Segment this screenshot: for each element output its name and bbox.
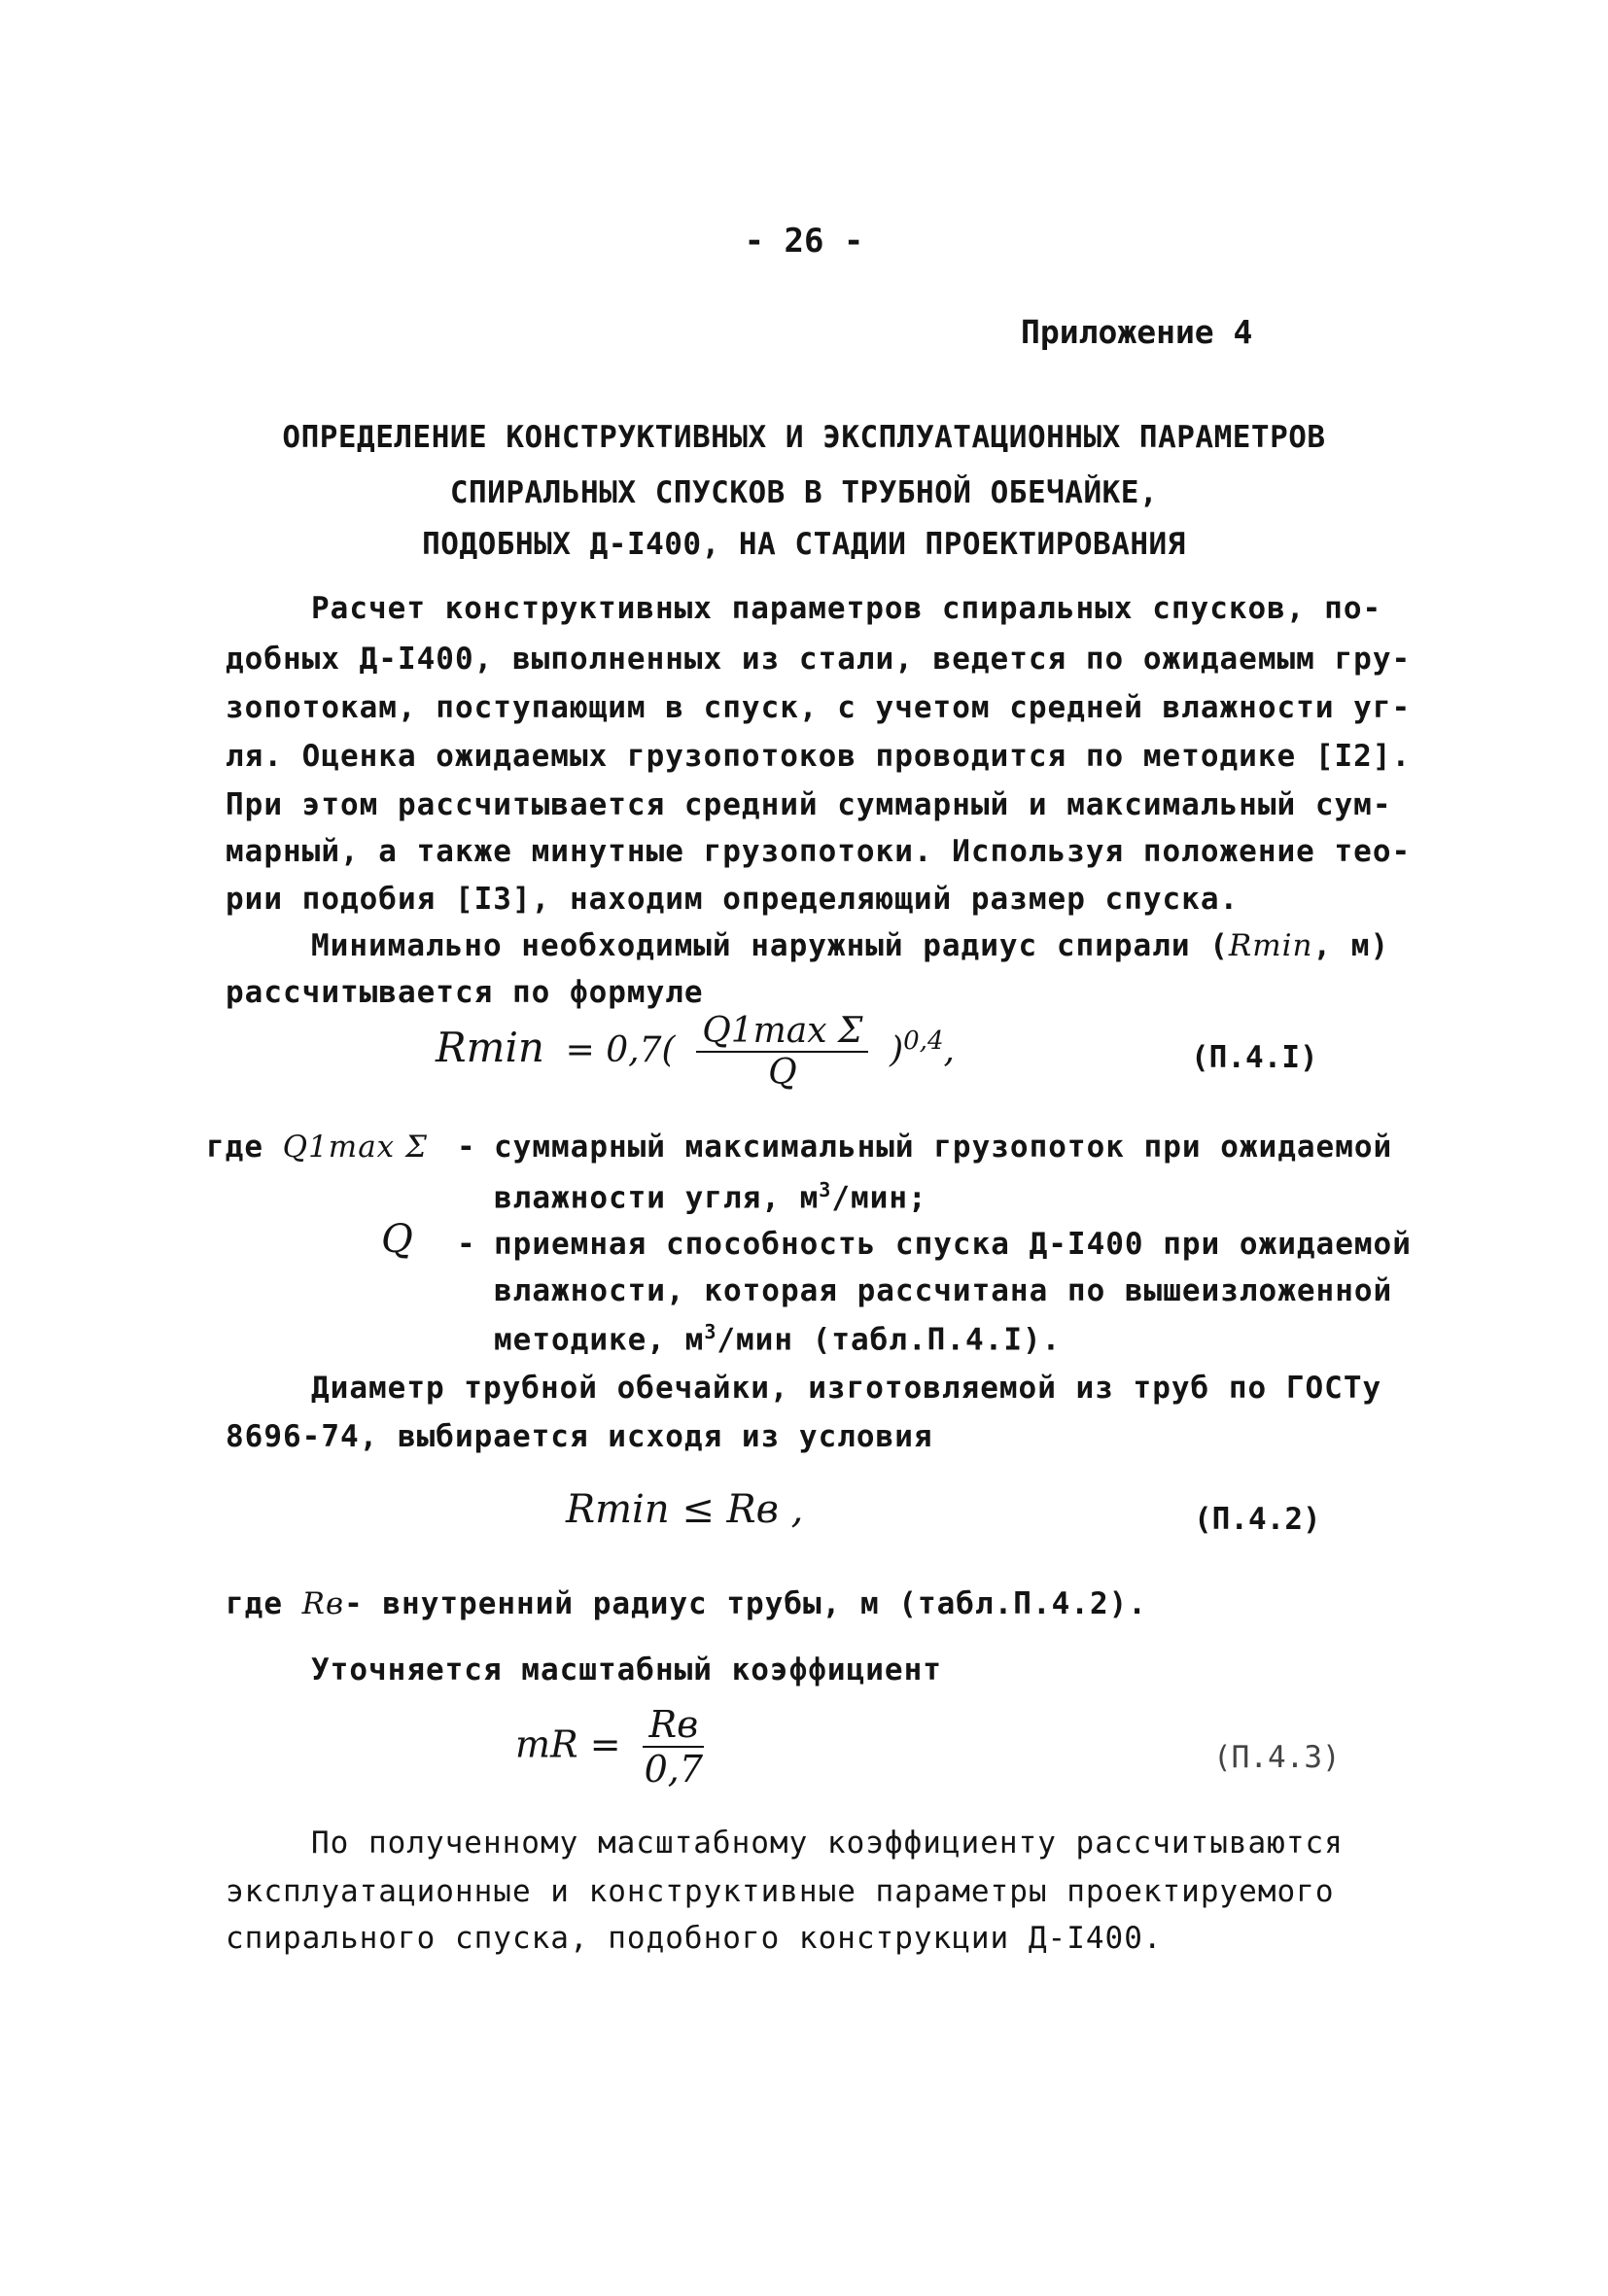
where1-dash-2: -: [457, 1227, 476, 1262]
where1-desc1-sup: 3: [819, 1178, 832, 1201]
where1-desc2-sup: 3: [704, 1320, 717, 1343]
where2-text: - внутренний радиус трубы, м (табл.П.4.2).: [344, 1586, 1147, 1621]
paragraph4: Уточняется масштабный коэффициент: [311, 1652, 942, 1687]
formula1-number: (П.4.I): [1191, 1040, 1318, 1075]
where1-desc2-line3: [494, 1320, 1061, 1357]
where1-desc1-text: влажности угля, м: [494, 1180, 820, 1216]
where1-prefix: [206, 1130, 428, 1165]
formula1-exponent: 0,4: [903, 1026, 944, 1056]
formula3-lhs: mR =: [515, 1722, 621, 1766]
where1-desc2-line2: влажности, которая рассчитана по вышеизложенной: [494, 1273, 1393, 1308]
formula1-fraction: [696, 1011, 868, 1093]
formula-3: [515, 1703, 704, 1791]
where2-word: где: [226, 1586, 283, 1621]
rmin-symbol: Rmin: [1228, 928, 1313, 963]
formula3-number: (П.4.3): [1213, 1740, 1341, 1775]
paragraph2-line-1: [311, 928, 1389, 963]
where1-desc1-post: /мин;: [831, 1180, 927, 1216]
where2-line: [226, 1586, 1147, 1621]
paragraph5-line-1: По полученному масштабному коэффициенту рассчитываются: [311, 1826, 1344, 1861]
formula2-number: (П.4.2): [1194, 1502, 1321, 1537]
where1-desc1-line1: суммарный максимальный грузопоток при ожидаемой: [494, 1130, 1393, 1165]
paragraph1-line-7: рии подобия [I3], находим определяющий размер спуска.: [226, 882, 1240, 917]
title-line-3: ПОДОБНЫХ Д-I400, НА СТАДИИ ПРОЕКТИРОВАНИЯ: [422, 527, 1186, 562]
page-number: - 26 -: [744, 222, 864, 261]
where2-symbol: Rв: [301, 1586, 345, 1621]
formula1-lhs: Rmin: [436, 1024, 544, 1071]
paragraph2-text: Минимально необходимый наружный радиус спирали (: [311, 928, 1229, 963]
paragraph1-line-2: добных Д-I400, выполненных из стали, ведется по ожидаемым гру-: [226, 642, 1412, 677]
where1-desc1-line2: [494, 1178, 927, 1215]
formula3-denominator: 0,7: [644, 1748, 704, 1791]
where1-symbol1: Q1max Σ: [282, 1130, 428, 1165]
where1-symbol2: Q: [381, 1217, 413, 1262]
where1-dash-1: -: [457, 1130, 476, 1165]
paragraph1-line-6: марный, а также минутные грузопотоки. Используя положение тео-: [226, 834, 1412, 869]
formula1-tail: ): [890, 1030, 904, 1070]
formula1-comma: ,: [943, 1030, 955, 1070]
appendix-label: Приложение 4: [1021, 313, 1253, 351]
paragraph1-line-3: зопотокам, поступающим в спуск, с учетом средней влажности уг-: [226, 690, 1412, 725]
where1-desc2-post: /мин (табл.П.4.I).: [717, 1322, 1062, 1358]
formula3-numerator: Rв: [643, 1703, 704, 1748]
paragraph1-line-5: При этом рассчитывается средний суммарный и максимальный сум-: [226, 787, 1392, 822]
paragraph2-line-2: рассчитывается по формуле: [226, 975, 704, 1010]
formula-2: Rmin ≤ Rв ,: [566, 1487, 804, 1532]
formula3-fraction: [643, 1703, 704, 1791]
formula1-coef: = 0,7(: [565, 1030, 676, 1070]
paragraph5-line-2: эксплуатационные и конструктивные параметры проектируемого: [226, 1874, 1335, 1909]
where1-desc2-text: методике, м: [494, 1322, 705, 1358]
paragraph1-line-1: Расчет конструктивных параметров спиральных спусков, по-: [311, 591, 1382, 626]
title-line-1: ОПРЕДЕЛЕНИЕ КОНСТРУКТИВНЫХ И ЭКСПЛУАТАЦИОННЫХ ПАРАМЕТРОВ: [282, 420, 1326, 455]
where1-word: где: [206, 1130, 263, 1165]
where1-desc2-line1: приемная способность спуска Д-I400 при ожидаемой: [494, 1227, 1412, 1262]
paragraph2-unit: , м): [1312, 928, 1390, 963]
title-line-2: СПИРАЛЬНЫХ СПУСКОВ В ТРУБНОЙ ОБЕЧАЙКЕ,: [449, 475, 1159, 510]
formula1-numerator: Q1max Σ: [696, 1011, 868, 1053]
paragraph3-line-1: Диаметр трубной обечайки, изготовляемой из труб по ГОСТу: [311, 1371, 1382, 1406]
formula-1: [436, 1011, 955, 1093]
paragraph5-line-3: спирального спуска, подобного конструкции Д-I400.: [226, 1921, 1163, 1956]
paragraph3-line-2: 8696-74, выбирается исходя из условия: [226, 1419, 933, 1454]
paragraph1-line-4: ля. Оценка ожидаемых грузопотоков проводится по методике [I2].: [226, 739, 1412, 774]
formula1-denominator: Q: [768, 1053, 797, 1093]
